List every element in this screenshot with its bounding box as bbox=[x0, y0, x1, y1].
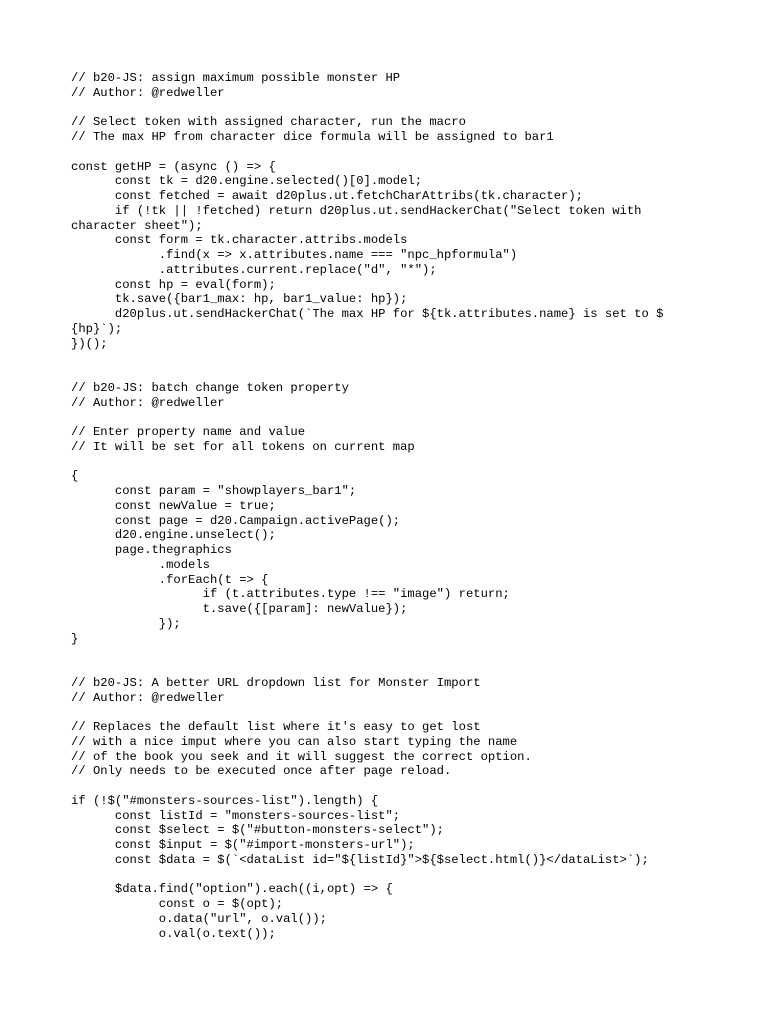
code-line: const $select = $("#button-monsters-select"); bbox=[71, 823, 444, 838]
code-line bbox=[71, 646, 711, 661]
code-line: const fetched = await d20plus.ut.fetchCharAttribs(tk.character); bbox=[71, 189, 583, 203]
code-line bbox=[71, 868, 711, 883]
code-line: const tk = d20.engine.selected()[0].model; bbox=[71, 174, 423, 189]
code-line: // Author: @redweller bbox=[71, 690, 225, 705]
code-line: // Select token with assigned character, run the macro bbox=[71, 115, 466, 130]
code-line: // Only needs to be executed once after page reload. bbox=[71, 764, 452, 779]
code-line bbox=[71, 661, 711, 676]
code-line: const $data = $(`<dataList id="${listId}">${$select.html()}</dataList>`); bbox=[71, 852, 649, 867]
code-line: // with a nice imput where you can also start typing the name bbox=[71, 734, 518, 749]
code-line bbox=[71, 779, 711, 794]
code-line: o.val(o.text()); bbox=[71, 926, 276, 941]
code-line: if (!$("#monsters-sources-list").length) { bbox=[71, 793, 379, 808]
code-line: }); bbox=[71, 616, 181, 631]
code-line: const getHP = (async () => { bbox=[71, 159, 276, 174]
code-line: const page = d20.Campaign.activePage(); bbox=[71, 513, 401, 528]
code-line: } bbox=[71, 631, 79, 646]
code-line: const o = $(opt); bbox=[71, 897, 284, 911]
code-line: const hp = eval(form); bbox=[71, 277, 276, 292]
code-line: // It will be set for all tokens on current map bbox=[71, 439, 415, 454]
code-line: $data.find("option").each((i,opt) => { bbox=[71, 882, 393, 897]
code-line: const newValue = true; bbox=[71, 498, 276, 513]
code-line: // of the book you seek and it will suggest the correct option. bbox=[71, 749, 532, 764]
code-line: o.data("url", o.val()); bbox=[71, 911, 327, 926]
code-line bbox=[71, 410, 711, 425]
code-line: d20.engine.unselect(); bbox=[71, 528, 276, 543]
code-line: const param = "showplayers_bar1"; bbox=[71, 484, 357, 498]
code-listing bbox=[71, 71, 711, 941]
code-line: // Author: @redweller bbox=[71, 395, 225, 410]
code-line: page.thegraphics bbox=[71, 543, 232, 557]
code-line: t.save({[param]: newValue}); bbox=[71, 602, 408, 616]
code-line: .forEach(t => { bbox=[71, 572, 269, 587]
code-line: {hp}`); bbox=[71, 321, 123, 336]
code-line: // The max HP from character dice formula will be assigned to bar1 bbox=[71, 130, 554, 144]
code-line: .attributes.current.replace("d", "*"); bbox=[71, 262, 437, 277]
code-line: tk.save({bar1_max: hp, bar1_value: hp}); bbox=[71, 292, 408, 307]
code-line: // b20-JS: batch change token property bbox=[71, 380, 349, 395]
code-line: if (!tk || !fetched) return d20plus.ut.sendHackerChat("Select token with bbox=[71, 203, 642, 218]
code-line: .models bbox=[71, 557, 210, 572]
code-line: const $input = $("#import-monsters-url"); bbox=[71, 838, 415, 852]
code-line: // Replaces the default list where it's easy to get lost bbox=[71, 720, 481, 734]
code-line: { bbox=[71, 469, 79, 484]
code-line bbox=[71, 145, 711, 160]
code-line: const listId = "monsters-sources-list"; bbox=[71, 808, 401, 823]
code-line: })(); bbox=[71, 336, 108, 351]
code-line bbox=[71, 455, 711, 470]
code-line: if (t.attributes.type !== "image") return; bbox=[71, 587, 510, 602]
code-line: .find(x => x.attributes.name === "npc_hpformula") bbox=[71, 248, 518, 262]
code-line: // b20-JS: assign maximum possible monster HP bbox=[71, 71, 401, 85]
code-line: // Author: @redweller bbox=[71, 85, 225, 100]
code-line bbox=[71, 101, 711, 116]
code-line bbox=[71, 366, 711, 381]
code-line: const form = tk.character.attribs.models bbox=[71, 233, 408, 248]
code-line: d20plus.ut.sendHackerChat(`The max HP for ${tk.attributes.name} is set to $ bbox=[71, 307, 664, 321]
code-line: // Enter property name and value bbox=[71, 425, 306, 439]
code-line bbox=[71, 705, 711, 720]
code-line: character sheet"); bbox=[71, 218, 203, 233]
code-line bbox=[71, 351, 711, 366]
code-line: // b20-JS: A better URL dropdown list for Monster Import bbox=[71, 675, 481, 690]
